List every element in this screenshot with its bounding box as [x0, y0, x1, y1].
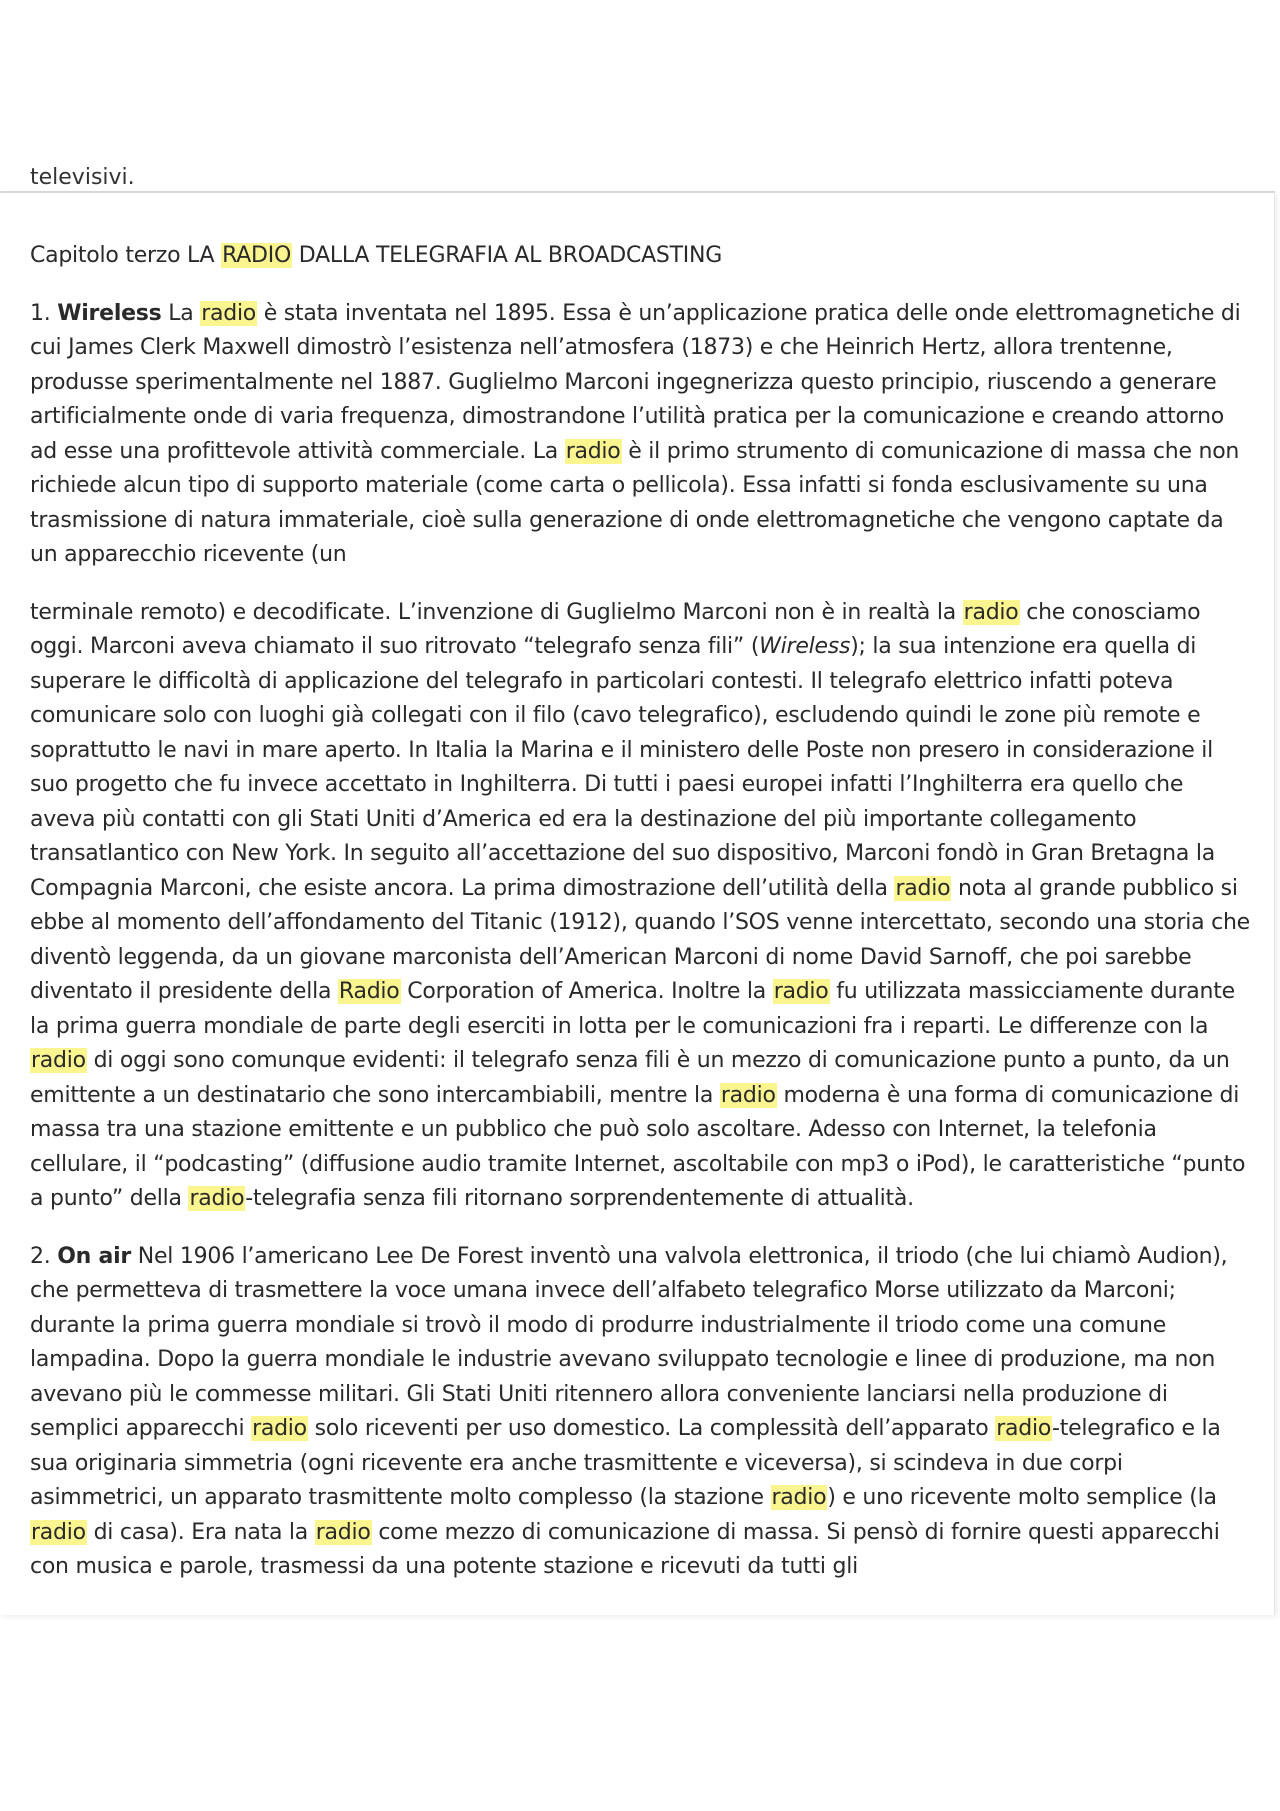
section-1-paragraph-1: 1. Wireless La radio è stata inventata nel 1895. Essa è un’applicazione pratica delle onde elettromagnetiche di cui James Clerk Maxwell dimostrò l’esistenza nell’atmosfera (1873) e che Heinrich Hertz, allora trentenne, produsse sperimentalmente nel 1887. Guglielmo Marconi ingegnerizza questo principio, riuscendo a generare artificialmente onde di varia frequenza, dimostrandone l’utilità pratica per la comunicazione e creando attorno ad esse una profittevole attività commerciale. La radio è il primo strumento di comunicazione di massa che non richiede alcun tipo di supporto materiale (come carta o pellicola). Essa infatti si fonda esclusivamente su una trasmissione di natura immateriale, cioè sulla generazione di onde elettromagnetiche che vengono captate da un apparecchio ricevente (un [30, 300, 1241, 567]
search-highlight: radio [720, 1082, 776, 1108]
section-2-paragraph-1: 2. On air Nel 1906 l’americano Lee De Forest inventò una valvola elettronica, il triodo (che lui chiamò Audion), che permetteva di trasmettere la voce umana invece dell’alfabeto telegrafico Morse utilizzato da Marconi; durante la prima guerra mondiale si trovò il modo di produrre industrialmente il triodo come una comune lampadina. Dopo la guerra mondiale le industrie avevano sviluppato tecnologie e linee di produzione, ma non avevano più le commesse militari. Gli Stati Uniti ritennero allora conveniente lanciarsi nella produzione di semplici apparecchi radio solo riceventi per uso domestico. La complessità dell’apparato radio-telegrafico e la sua originaria simmetria (ogni ricevente era anche trasmittente e viceversa), si scindeva in due corpi asimmetrici, un apparato trasmittente molto complesso (la stazione radio) e uno ricevente molto semplice (la radio di casa). Era nata la radio come mezzo di comunicazione di massa. Si pensò di fornire questi apparecchi con musica e parole, trasmessi da una potente stazione e ricevuti da tutti gli [30, 1243, 1228, 1579]
text-run: è il primo strumento di comunicazione di massa che non richiede alcun tipo di supporto materiale (come carta o pellicola). Essa infatti si fonda esclusivamente su una trasmissione di natura immateriale, cioè sulla generazione di onde elettromagnetiche che vengono captate da un apparecchio ricevente (un [30, 438, 1240, 567]
cut-off-line: televisivi. [30, 165, 135, 190]
text-run: che conosciamo oggi. Marconi aveva chiamato il suo ritrovato “telegrafo senza fili” ( [30, 599, 1201, 659]
document-content [30, 239, 1250, 1608]
text-run: -telegrafia senza fili ritornano sorprendentemente di attualità. [245, 1186, 914, 1211]
text-run: fu utilizzata massicciamente durante la prima guerra mondiale de parte degli eserciti in lotta per le comunicazioni fra i reparti. Le differenze con la [30, 979, 1235, 1039]
text-run: nota al grande pubblico si ebbe al momento dell’affondamento del Titanic (1912), quando l’SOS venne intercettato, secondo una storia che diventò leggenda, da un giovane marconista dell’American Marconi di nome David Sarnoff, che poi sarebbe diventato il presidente della [30, 875, 1250, 1004]
search-highlight: radio [252, 1416, 307, 1441]
search-highlight: radio [771, 1485, 827, 1510]
search-highlight: radio [996, 1416, 1052, 1441]
text-run: è stata inventata nel 1895. Essa è un’applicazione pratica delle onde elettromagnetiche di cui James Clerk Maxwell dimostrò l’esistenza nell’atmosfera (1873) e che Heinrich Hertz, allora trentenne, produsse sperimentalmente nel 1887. Guglielmo Marconi ingegnerizza questo principio, riuscendo a generare artificialmente onde di varia frequenza, dimostrandone l’utilità pratica per la comunicazione e creando attorno ad esse una profittevole attività commerciale. La [30, 300, 1241, 464]
search-highlight: radio [773, 979, 829, 1004]
text-run: -telegrafico e la sua originaria simmetria (ogni ricevente era anche trasmittente e viceversa), si scindeva in due corpi asimmetrici, un apparato trasmittente molto complesso (la stazione [30, 1416, 1221, 1510]
text-run: di casa). Era nata la [86, 1519, 315, 1545]
chapter-heading: Capitolo terzo LA RADIO DALLA TELEGRAFIA AL BROADCASTING [30, 243, 723, 268]
search-highlight: radio [201, 300, 257, 326]
search-highlight: radio [963, 599, 1019, 625]
text-run: di oggi sono comunque evidenti: il telegrafo senza fili è un mezzo di comunicazione punto a punto, da un emittente a un destinatario che sono intercambiabili, mentre la [30, 1048, 1230, 1108]
search-highlight: radio [31, 1519, 86, 1545]
text-run: ) e uno ricevente molto semplice (la [827, 1485, 1217, 1510]
text-run: solo riceventi per uso domestico. La complessità dell’apparato [307, 1416, 996, 1441]
section-1-paragraph-2 [30, 596, 1250, 1217]
text-run: Corporation of America. Inoltre la [400, 979, 773, 1004]
search-highlight: radio [895, 875, 951, 901]
search-highlight: radio [189, 1186, 245, 1211]
text-run: moderna è una forma di comunicazione di massa tra una stazione emittente e un pubblico che può solo ascoltare. Adesso con Internet, la telefonia cellulare, il “podcasting” (diffusione audio tramite Internet, ascoltabile con mp3 o iPod), le caratteristiche “punto a punto” della [30, 1082, 1246, 1211]
section-2-title: On air [57, 1243, 131, 1269]
text-run: La [161, 300, 201, 326]
text-run: terminale remoto) e decodificate. L’invenzione di Guglielmo Marconi non è in realtà la [30, 599, 963, 625]
text-run: Nel 1906 l’americano Lee De Forest inventò una valvola elettronica, il triodo (che lui chiamò Audion), che permetteva di trasmettere la voce umana invece dell’alfabeto telegrafico Morse utilizzato da Marconi; durante la prima guerra mondiale si trovò il modo di produrre industrialmente il triodo come una comune lampadina. Dopo la guerra mondiale le industrie avevano sviluppato tecnologie e linee di produzione, ma non avevano più le commesse militari. Gli Stati Uniti ritennero allora conveniente lanciarsi nella produzione di semplici apparecchi [30, 1243, 1228, 1441]
document-page [0, 165, 1275, 1615]
search-highlight: RADIO [222, 243, 292, 268]
search-highlight: radio [315, 1519, 371, 1545]
search-highlight: radio [565, 438, 621, 464]
search-highlight: radio [31, 1048, 86, 1073]
italic-term: Wireless [759, 634, 851, 659]
search-highlight: Radio [338, 979, 400, 1004]
text-run: come mezzo di comunicazione di massa. Si pensò di fornire questi apparecchi con musica e parole, trasmessi da una potente stazione e ricevuti da tutti gli [30, 1519, 1220, 1579]
section-1-title: Wireless [57, 300, 162, 326]
text-run: ); la sua intenzione era quella di superare le difficoltà di applicazione del telegrafo in particolari contesti. Il telegrafo elettrico infatti poteva comunicare solo con luoghi già collegati con il filo (cavo telegrafico), escludendo quindi le zone più remote e soprattutto le navi in mare aperto. In Italia la Marina e il ministero delle Poste non presero in considerazione il suo progetto che fu invece accettato in Inghilterra. Di tutti i paesi europei infatti l’Inghilterra era quello che aveva più contatti con gli Stati Uniti d’America ed era la destinazione del più importante collegamento transatlantico con New York. In seguito all’accettazione del suo dispositivo, Marconi fondò in Gran Bretagna la Compagnia Marconi, che esiste ancora. La prima dimostrazione dell’utilità della [30, 634, 1215, 901]
